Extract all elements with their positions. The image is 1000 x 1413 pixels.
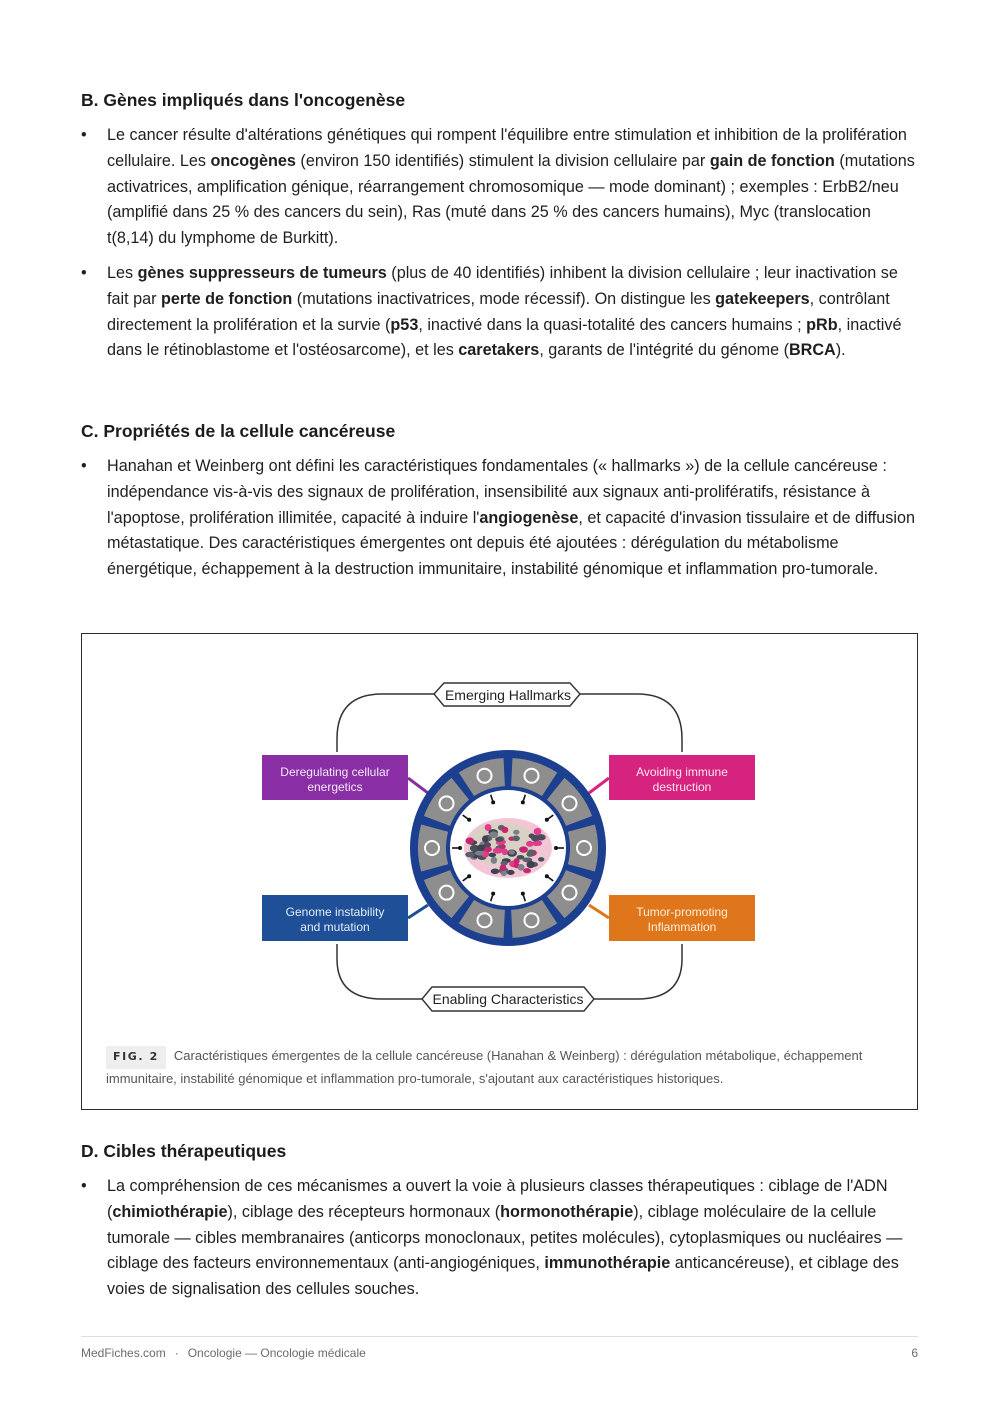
arrow-head (554, 846, 558, 850)
text-run: Hanahan et Weinberg ont défini les caractéristiques fondamentales (« hallmarks ») de la cellule cancéreuse : indépendance vis-à-vis des signaux de prolifération, insensibilité aux signaux anti-prolifératifs, résistance à l'apoptose, prolifération illimitée, capacité à induire l' (107, 457, 887, 527)
bold-term: chimiothérapie (112, 1202, 228, 1221)
text-run: , contrôlant directement la prolifération et la survie ( (107, 289, 890, 334)
enabling-characteristics-label (422, 987, 594, 1011)
tumor-cell (531, 835, 540, 842)
bullet-text (107, 123, 918, 252)
text-run: ), ciblage moléculaire de la cellule tumorale — cibles membranaires (anticorps monoclonaux, petites molécules), cytoplasmiques ou nucléaires — ciblage des facteurs environnementaux (anti-angiogéniques, (107, 1202, 903, 1273)
arrow-head (545, 818, 549, 822)
figure-caption-text: Caractéristiques émergentes de la cellule cancéreuse (Hanahan & Weinberg) : dérégulation métabolique, échappement immunitaire, instabilité génomique et inflammation pro-tumorale, s'ajoutant aux caractéristiques historiques. (106, 1048, 863, 1086)
bullet-text (107, 1174, 918, 1303)
tumor-cell (514, 858, 520, 864)
section-b-bullet-1 (81, 123, 918, 252)
text-run: (mutations inactivatrices, mode récessif). On distingue les (292, 289, 716, 308)
bullet-dot: • (81, 126, 87, 144)
tumor-cell (523, 868, 531, 873)
section-c-title: C. Propriétés de la cellule cancéreuse (81, 421, 396, 441)
footer-section: Oncologie — Oncologie médicale (187, 1346, 366, 1360)
text-run: Les (107, 264, 138, 282)
text-run: (plus de 40 identifiés) inhibent la division cellulaire ; leur inactivation se fait par (107, 264, 898, 308)
svg-text:Deregulating cellular: Deregulating cellular (280, 765, 390, 779)
avoiding-immune-box (609, 755, 755, 800)
bold-term: pRb (806, 315, 838, 334)
tumor-cell (475, 851, 485, 856)
hallmarks-diagram (82, 634, 917, 1034)
arrow-head (467, 874, 471, 878)
pointer-bl (408, 905, 428, 918)
tumor-cell (502, 848, 508, 855)
text-run: La compréhension de ces mécanismes a ouvert la voie à plusieurs classes thérapeutiques : ciblage de l'ADN ( (107, 1177, 888, 1221)
svg-text:Emerging Hallmarks: Emerging Hallmarks (444, 687, 572, 703)
bold-term: gatekeepers (715, 289, 810, 308)
page-footer (81, 1336, 918, 1360)
text-run: (mutations activatrices, amplification génique, réarrangement chromosomique — mode dominant) ; exemples : ErbB2/neu (amplifié dans 25 % des cancers du sein), Ras (muté dans 25 % des cancers humains), Myc (translocation t(8,14) du lymphome de Burkitt). (107, 151, 915, 248)
tumor-cell (526, 841, 534, 847)
tumor-cell (501, 871, 507, 876)
tumor-inflammation-box (609, 895, 755, 941)
bullet-dot: • (81, 457, 87, 475)
bullet-text (107, 454, 918, 583)
tumor-cell (519, 846, 528, 852)
text-run: , et capacité d'invasion tissulaire et de diffusion métastatique. Des caractéristiques émergentes ont depuis été ajoutées : dérégulation du métabolisme énergétique, échappement à la destruction immunitaire, instabilité génomique et inflammation pro-tumorale. (107, 508, 915, 579)
tumor-cell (527, 849, 535, 856)
svg-text:Genome instability: Genome instability (285, 905, 385, 919)
bold-term: p53 (390, 315, 419, 334)
bold-term: angiogenèse (479, 508, 579, 527)
bold-term: BRCA (788, 341, 836, 360)
tumor-cell (484, 842, 491, 847)
footer-site-link[interactable]: MedFiches.com (81, 1346, 166, 1360)
tumor-cell (489, 853, 497, 857)
arrow-head (458, 846, 462, 850)
svg-text:Tumor-promoting: Tumor-promoting (636, 905, 728, 919)
tumor-cell (513, 830, 519, 835)
top-right-connector (580, 694, 682, 752)
top-left-connector (337, 694, 434, 752)
bold-term: hormonothérapie (500, 1202, 634, 1221)
arrow-head (491, 892, 495, 896)
bullet-dot: • (81, 264, 87, 282)
text-run: anticancéreuse), et ciblage des voies de signalisation des cellules souches. (107, 1254, 899, 1299)
bold-term: perte de fonction (161, 289, 293, 308)
tumor-cell-cluster (464, 818, 552, 878)
tumor-cell (466, 837, 475, 844)
svg-text:destruction: destruction (652, 780, 712, 794)
text-run: , inactivé dans la quasi-totalité des cancers humains ; (418, 315, 807, 334)
bold-term: oncogènes (210, 151, 296, 170)
tumor-cell (491, 857, 497, 864)
tumor-cell (534, 828, 542, 835)
bottom-left-connector (337, 944, 422, 999)
pointer-tl (408, 778, 428, 793)
text-run: (environ 150 identifiés) stimulent la division cellulaire par (295, 151, 710, 170)
deregulating-energetics-box (262, 755, 408, 800)
svg-text:and mutation: and mutation (300, 920, 370, 934)
tumor-cell (512, 836, 519, 842)
hallmarks-wheel (410, 750, 606, 946)
svg-text:energetics: energetics (307, 780, 363, 794)
section-b-bullet-2 (81, 261, 918, 364)
footer-separator: · (174, 1346, 179, 1360)
pointer-tr (589, 778, 609, 793)
tumor-cell (493, 848, 503, 854)
pointer-br (589, 905, 609, 918)
tumor-cell (501, 827, 508, 833)
bold-term: gain de fonction (709, 151, 835, 170)
tumor-cell (518, 864, 525, 871)
text-run: ). (835, 341, 846, 360)
bold-term: caretakers (458, 341, 540, 360)
figure-tag: FIG. 2 (106, 1046, 166, 1069)
page-number: 6 (911, 1346, 918, 1360)
arrow-head (545, 874, 549, 878)
svg-text:Enabling Characteristics: Enabling Characteristics (432, 991, 584, 1007)
tumor-cell (538, 857, 544, 862)
arrow-head (491, 800, 495, 804)
tumor-cell (500, 864, 507, 871)
section-d-title: D. Cibles thérapeutiques (81, 1141, 287, 1161)
figure-caption (106, 1046, 896, 1089)
tumor-cell (489, 831, 498, 838)
arrow-head (467, 818, 471, 822)
svg-text:Avoiding immune: Avoiding immune (636, 765, 728, 779)
svg-text:Inflammation: Inflammation (647, 920, 717, 934)
section-b-title: B. Gènes impliqués dans l'oncogenèse (81, 90, 406, 110)
genome-instability-box (262, 895, 408, 941)
section-d-bullet-1 (81, 1174, 918, 1303)
bottom-right-connector (594, 944, 682, 999)
tumor-cell (465, 852, 475, 858)
section-c-bullet-1 (81, 454, 918, 583)
emerging-hallmarks-label (434, 683, 580, 706)
arrow-head (521, 892, 525, 896)
wheel-segment (568, 825, 598, 872)
tumor-cell (535, 840, 542, 845)
bold-term: gènes suppresseurs de tumeurs (137, 264, 387, 282)
bullet-dot: • (81, 1177, 87, 1195)
arrow-head (521, 800, 525, 804)
wheel-segment (418, 825, 448, 872)
figure-hallmarks (81, 633, 918, 1110)
text-run: , inactivé dans le rétinoblastome et l'ostéosarcome), et les (107, 315, 902, 360)
bold-term: immunothérapie (544, 1254, 671, 1273)
text-run: Le cancer résulte d'altérations génétiques qui rompent l'équilibre entre stimulation et inhibition de la prolifération cellulaire. Les (107, 126, 907, 170)
tumor-cell (495, 837, 504, 842)
bullet-text (107, 261, 918, 364)
tumor-cell (509, 850, 515, 854)
tumor-cell (491, 868, 499, 874)
text-run: , garants de l'intégrité du génome ( (539, 341, 789, 360)
tumor-cell (526, 861, 534, 868)
text-run: ), ciblage des récepteurs hormonaux ( (227, 1202, 501, 1221)
